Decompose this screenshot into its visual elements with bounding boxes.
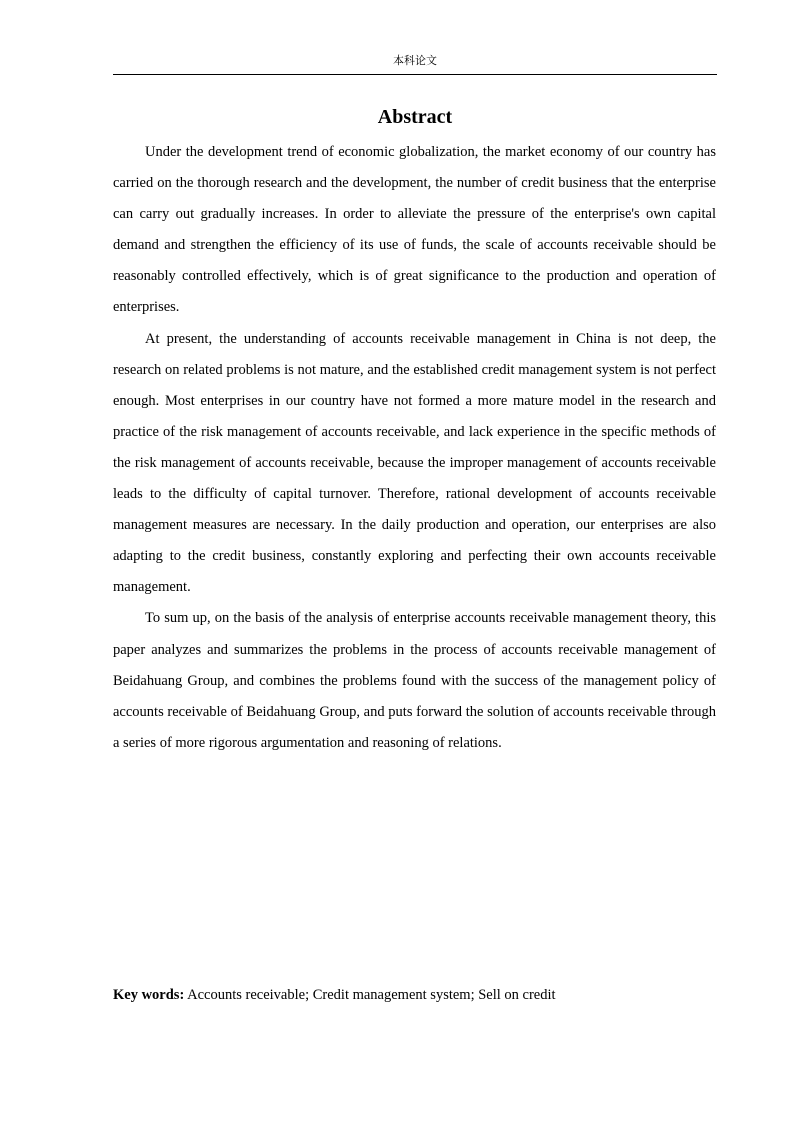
- page-header: 本科论文: [393, 54, 437, 67]
- keywords-value: Accounts receivable; Credit management system; Sell on credit: [184, 987, 556, 1003]
- abstract-title: Abstract: [377, 106, 453, 128]
- abstract-paragraph-2: At present, the understanding of accounts receivable management in China is not deep, the research on related problems is not mature, and the established credit management system is not perfect enough. Most enterprises in our country have not formed a more mature model in the research and practice of the risk management of accounts receivable, and lack experience in the specific methods of the risk management of accounts receivable, because the improper management of accounts receivable leads to the difficulty of capital turnover. Therefore, rational development of accounts receivable management measures are necessary. In the daily production and operation, our enterprises are also adapting to the credit business, constantly exploring and perfecting their own accounts receivable management.: [113, 330, 716, 596]
- header-rule: [113, 74, 717, 75]
- abstract-paragraph-3: To sum up, on the basis of the analysis of enterprise accounts receivable management theory, this paper analyzes and summarizes the problems in the process of accounts receivable management of Beidahuang Group, and combines the problems found with the success of the management policy of accounts receivable of Beidahuang Group, and puts forward the solution of accounts receivable through a series of more rigorous argumentation and reasoning of relations.: [113, 610, 716, 751]
- abstract-body: [113, 137, 716, 759]
- keywords-label: Key words:: [113, 987, 185, 1003]
- keywords-line: [113, 983, 717, 1007]
- abstract-paragraph-1: Under the development trend of economic globalization, the market economy of our country has carried on the thorough research and the development, the number of credit business that the enterprise can carry out gradually increases. In order to alleviate the pressure of the enterprise's own capital demand and strengthen the efficiency of its use of funds, the scale of accounts receivable should be reasonably controlled effectively, which is of great significance to the production and operation of enterprises.: [113, 144, 716, 316]
